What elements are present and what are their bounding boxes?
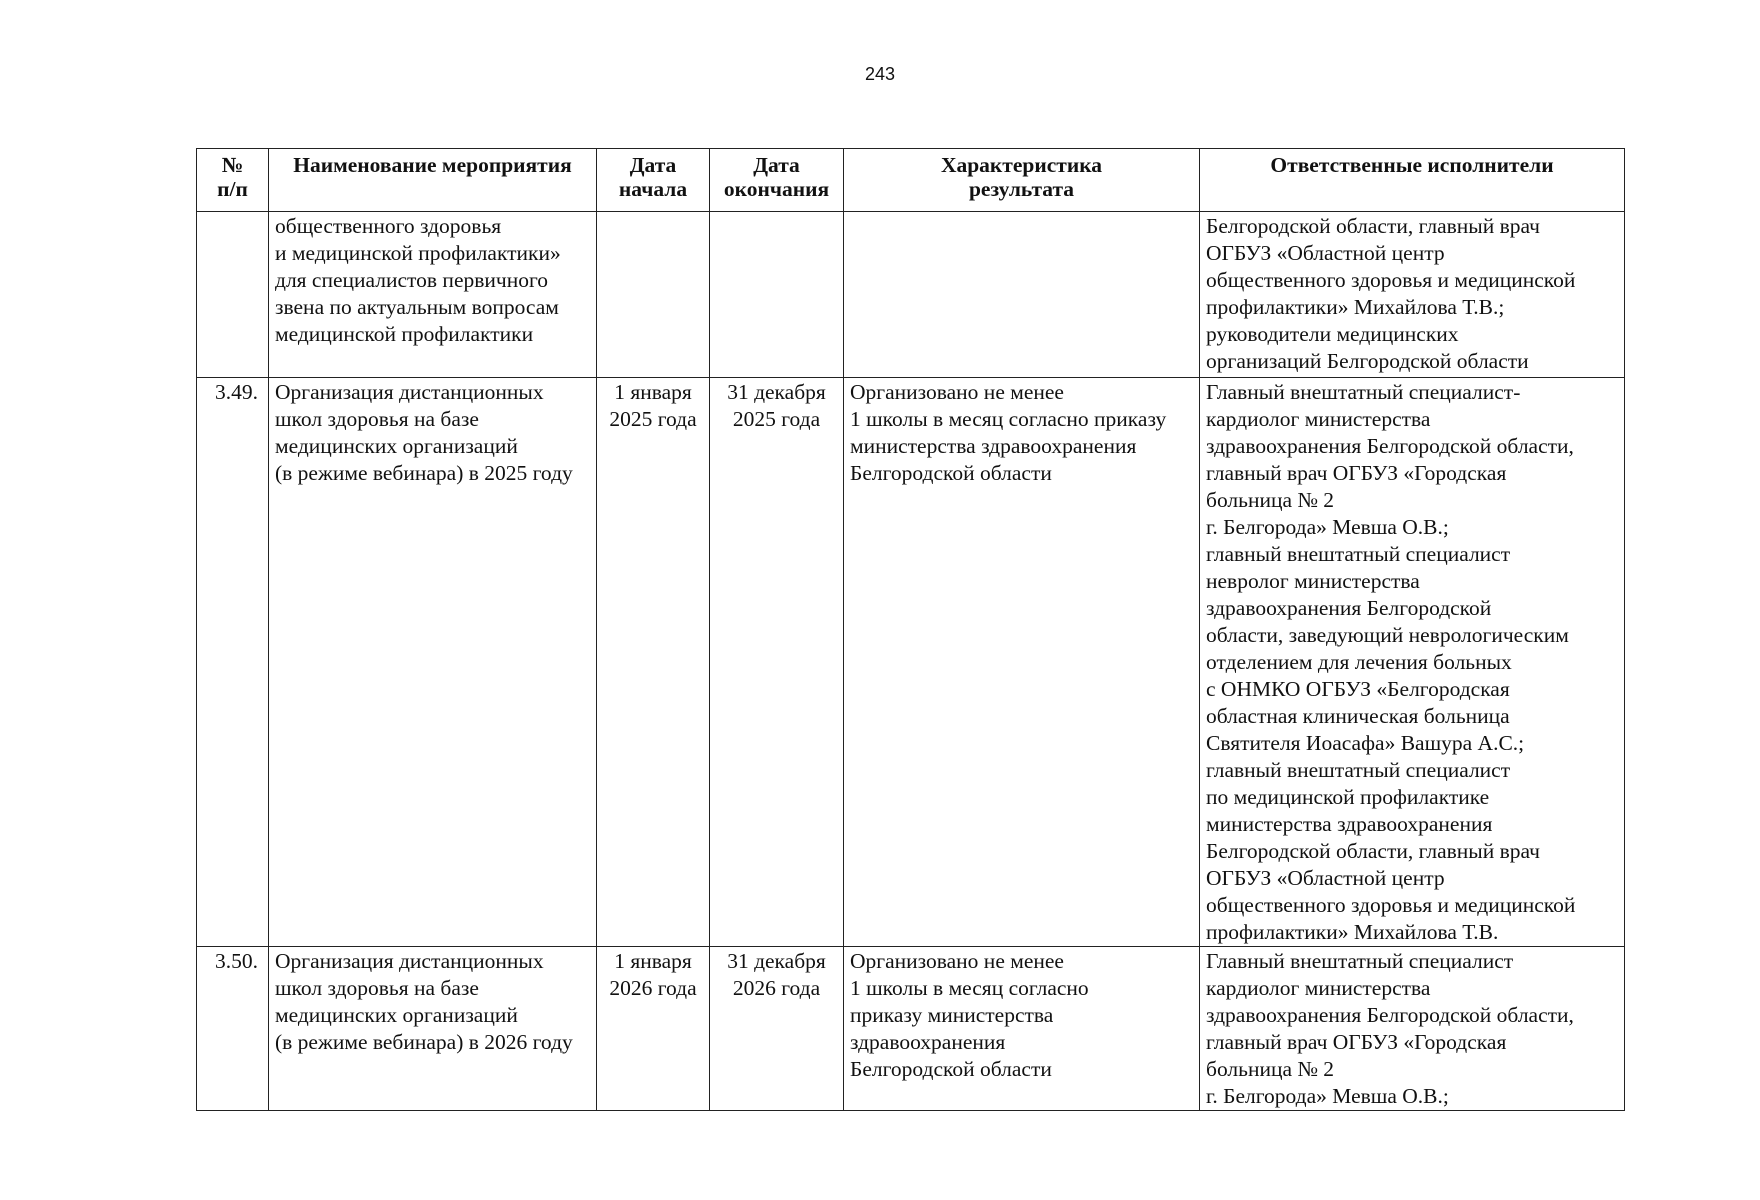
text-line: организаций Белгородской области (1206, 349, 1529, 373)
text-line: по медицинской профилактике (1206, 785, 1490, 809)
text-line: профилактики» Михайлова Т.В. (1206, 920, 1499, 944)
text-line: (в режиме вебинара) в 2025 году (275, 461, 573, 485)
row-end-date (710, 378, 844, 947)
text-line: медицинских организаций (275, 1003, 518, 1027)
table-row-3-50 (197, 947, 1625, 1111)
row-start-date (597, 947, 710, 1111)
text-line: (в режиме вебинара) в 2026 году (275, 1030, 573, 1054)
text-line: 1 школы в месяц согласно приказу (850, 407, 1167, 431)
text-line: и медицинской профилактики» (275, 241, 561, 265)
table-row-continuation (197, 212, 1625, 378)
text-line: отделением для лечения больных (1206, 650, 1512, 674)
text-line: общественного здоровья и медицинской (1206, 893, 1576, 917)
text-line: Главный внештатный специалист- (1206, 380, 1521, 404)
row-result (844, 212, 1200, 378)
text-line: Организовано не менее (850, 949, 1064, 973)
text-line: здравоохранения (850, 1030, 1006, 1054)
text-line: № (221, 153, 244, 177)
text-line: начала (618, 177, 688, 201)
text-line: Белгородской области (850, 1057, 1052, 1081)
text-line: ОГБУЗ «Областной центр (1206, 866, 1445, 890)
row-responsible (1200, 378, 1625, 947)
text-line: 2025 года (732, 407, 821, 431)
text-line: Главный внештатный специалист (1206, 949, 1514, 973)
text-line: приказу министерства (850, 1003, 1054, 1027)
text-line: ОГБУЗ «Областной центр (1206, 241, 1445, 265)
text-line: здравоохранения Белгородской области, (1206, 1003, 1574, 1027)
text-line: окончания (723, 177, 830, 201)
text-line: невролог министерства (1206, 569, 1420, 593)
text-line: школ здоровья на базе (275, 976, 479, 1000)
text-line: Белгородской области, главный врач (1206, 214, 1540, 238)
events-table (196, 148, 1625, 1111)
text-line: главный врач ОГБУЗ «Городская (1206, 1030, 1507, 1054)
row-result (844, 378, 1200, 947)
text-line: областная клиническая больница (1206, 704, 1510, 728)
text-line: больница № 2 (1206, 488, 1335, 512)
text-line: 2026 года (609, 976, 697, 1000)
text-line: 31 декабря (727, 380, 826, 404)
text-line: 2026 года (732, 976, 821, 1000)
table-row-3-49 (197, 378, 1625, 947)
row-num (197, 212, 269, 378)
text-line: школ здоровья на базе (275, 407, 479, 431)
text-line: 1 школы в месяц согласно (850, 976, 1089, 1000)
text-line: общественного здоровья (275, 214, 502, 238)
text-line: п/п (217, 177, 248, 201)
text-line: здравоохранения Белгородской (1206, 596, 1492, 620)
text-line: руководители медицинских (1206, 322, 1459, 346)
text-line: 2025 года (609, 407, 697, 431)
text-line: медицинской профилактики (275, 322, 534, 346)
header-result (844, 149, 1200, 212)
text-line: Дата (753, 153, 800, 177)
text-line: Характеристика (940, 153, 1103, 177)
text-line: Святителя Иоасафа» Вашура А.С.; (1206, 731, 1525, 755)
row-name (269, 212, 597, 378)
row-responsible (1200, 212, 1625, 378)
text-line: Белгородской области (850, 461, 1052, 485)
table-header-row (197, 149, 1625, 212)
header-num (197, 149, 269, 212)
header-end-date (710, 149, 844, 212)
text-line: кардиолог министерства (1206, 407, 1431, 431)
row-responsible (1200, 947, 1625, 1111)
header-name (269, 149, 597, 212)
row-end-date (710, 947, 844, 1111)
text-line: больница № 2 (1206, 1057, 1335, 1081)
row-num: 3.49. (197, 378, 269, 947)
text-line: медицинских организаций (275, 434, 518, 458)
text-line: области, заведующий неврологическим (1206, 623, 1569, 647)
text-line: главный внештатный специалист (1206, 758, 1511, 782)
text-line: 1 января (614, 949, 692, 973)
row-num: 3.50. (197, 947, 269, 1111)
text-line: 31 декабря (727, 949, 826, 973)
row-end-date (710, 212, 844, 378)
text-line: 1 января (614, 380, 692, 404)
text-line: общественного здоровья и медицинской (1206, 268, 1576, 292)
text-line: Дата (629, 153, 677, 177)
text-line: кардиолог министерства (1206, 976, 1431, 1000)
row-start-date (597, 212, 710, 378)
row-result (844, 947, 1200, 1111)
text-line: министерства здравоохранения (850, 434, 1137, 458)
text-line: здравоохранения Белгородской области, (1206, 434, 1574, 458)
text-line: Белгородской области, главный врач (1206, 839, 1540, 863)
text-line: Организация дистанционных (275, 949, 544, 973)
row-name (269, 378, 597, 947)
text-line: г. Белгорода» Мевша О.В.; (1206, 1084, 1449, 1108)
text-line: главный внештатный специалист (1206, 542, 1511, 566)
row-name (269, 947, 597, 1111)
text-line: Организовано не менее (850, 380, 1064, 404)
text-line: г. Белгорода» Мевша О.В.; (1206, 515, 1449, 539)
text-line: звена по актуальным вопросам (275, 295, 559, 319)
header-start-date (597, 149, 710, 212)
text-line: с ОНМКО ОГБУЗ «Белгородская (1206, 677, 1510, 701)
text-line: главный врач ОГБУЗ «Городская (1206, 461, 1507, 485)
row-start-date (597, 378, 710, 947)
text-line: профилактики» Михайлова Т.В.; (1206, 295, 1505, 319)
text-line: Ответственные исполнители (1270, 153, 1554, 177)
text-line: Организация дистанционных (275, 380, 544, 404)
text-line: для специалистов первичного (275, 268, 548, 292)
text-line: результата (968, 177, 1075, 201)
text-line: Наименование мероприятия (293, 153, 572, 177)
text-line: министерства здравоохранения (1206, 812, 1493, 836)
header-responsible (1200, 149, 1625, 212)
page-number: 243 (864, 64, 896, 84)
